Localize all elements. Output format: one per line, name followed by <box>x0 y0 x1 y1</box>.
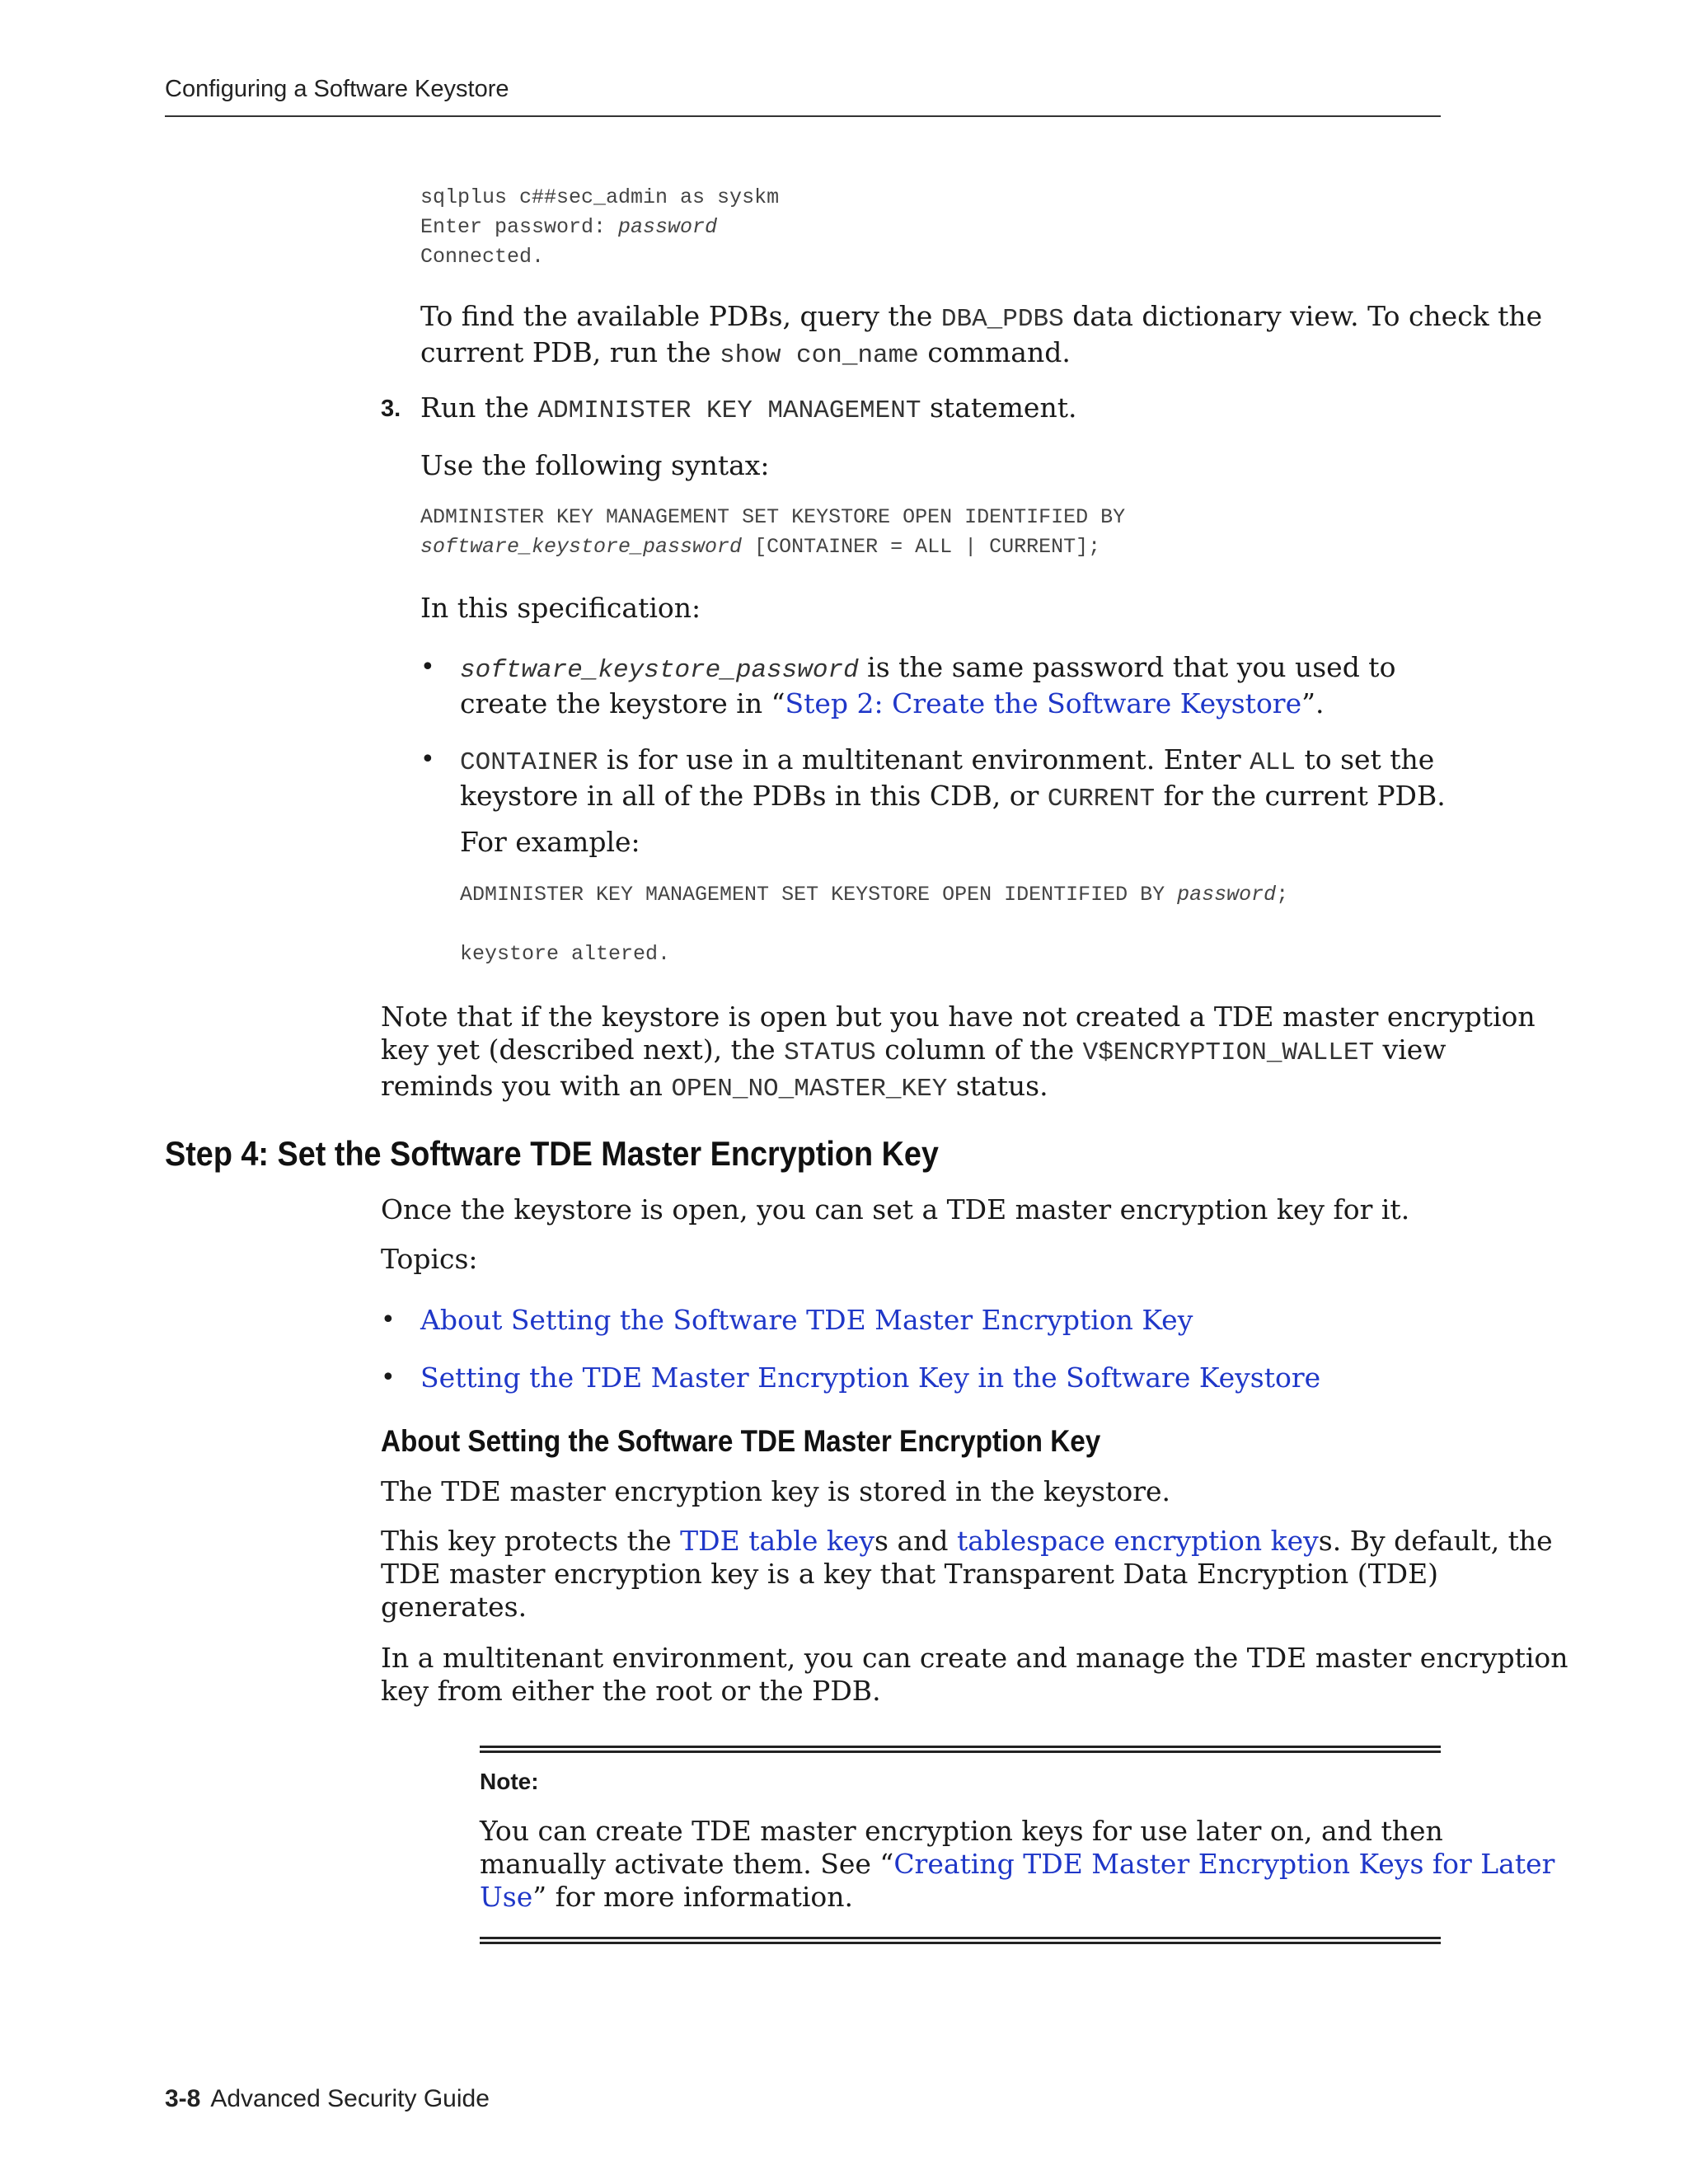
page-footer <box>165 2085 490 2113</box>
login-code-block <box>420 183 779 272</box>
example-intro: For example: <box>460 826 640 858</box>
book-title: Advanced Security Guide <box>210 2085 490 2112</box>
bullet-dot: • <box>420 653 435 682</box>
code-line: Connected. <box>420 245 545 269</box>
syntax-code-block <box>420 503 1125 562</box>
status-paragraph: Note that if the keystore is open but you have not created a TDE master encryption key yet (described next), the STATUS column of the V$ENCRYPTION_WALLET view reminds you with an OPEN_NO_MASTER_KEY status. <box>381 1001 1536 1104</box>
section-heading: Step 4: Set the Software TDE Master Encryption Key <box>165 1134 939 1173</box>
about-paragraph-3: In a multitenant environment, you can create and manage the TDE master encryption key from either the root or the PDB. <box>381 1642 1568 1707</box>
code-line <box>420 213 779 242</box>
code-line <box>420 532 1125 562</box>
code-line: ADMINISTER KEY MANAGEMENT SET KEYSTORE OPEN IDENTIFIED BY <box>420 505 1126 529</box>
inline-code: CONTAINER <box>460 748 598 777</box>
topic-link-setting[interactable]: Setting the TDE Master Encryption Key in the Software Keystore <box>420 1361 1321 1394</box>
spec-intro: In this specification: <box>420 592 701 624</box>
topic-link-about[interactable]: About Setting the Software TDE Master Encryption Key <box>420 1304 1193 1336</box>
link-tde-table-key[interactable]: TDE table key <box>680 1525 875 1557</box>
about-paragraph-1: The TDE master encryption key is stored in the keystore. <box>381 1475 1170 1507</box>
code-text: ; <box>1276 883 1289 907</box>
inline-code: ALL <box>1250 748 1296 777</box>
example-code-block <box>460 880 1288 969</box>
subsection-heading: About Setting the Software TDE Master Encryption Key <box>381 1424 1101 1458</box>
link-creating-tde-keys[interactable]: Creating TDE Master Encryption Keys for Later <box>893 1848 1555 1880</box>
inline-code: DBA_PDBS <box>940 305 1064 334</box>
topics-label: Topics: <box>381 1243 478 1275</box>
page-number: 3-8 <box>165 2085 201 2112</box>
code-variable: software_keystore_password <box>420 535 743 559</box>
code-text: Enter password: <box>420 215 619 239</box>
code-variable: password <box>1177 883 1277 907</box>
inline-code: V$ENCRYPTION_WALLET <box>1082 1038 1375 1067</box>
bullet-dot: • <box>381 1305 396 1334</box>
code-text: [CONTAINER = ALL | CURRENT]; <box>742 535 1101 559</box>
about-paragraph-2: This key protects the TDE table keys and tablespace encryption keys. By default, the TDE master encryption key is a key that Transparent Data Encryption (TDE) generates. <box>381 1525 1553 1623</box>
syntax-intro: Use the following syntax: <box>420 449 770 481</box>
running-header: Configuring a Software Keystore <box>165 76 509 102</box>
code-line: sqlplus c##sec_admin as syskm <box>420 185 780 209</box>
note-bottom-rule <box>480 1937 1441 1944</box>
header-divider <box>165 115 1441 117</box>
link-tablespace-encryption-key[interactable]: tablespace encryption key <box>957 1525 1319 1557</box>
link-creating-tde-keys-cont[interactable]: Use <box>480 1881 533 1913</box>
step-3-text: Run the ADMINISTER KEY MANAGEMENT statement. <box>420 391 1077 425</box>
note-label: Note: <box>480 1769 539 1794</box>
inline-code: OPEN_NO_MASTER_KEY <box>671 1075 948 1104</box>
note-top-rule <box>480 1746 1441 1753</box>
bullet-password: software_keystore_password is the same password that you used to create the keystore in “Step 2: Create the Software Keystore”. <box>460 651 1396 719</box>
bullet-dot: • <box>420 745 435 774</box>
inline-code: ADMINISTER KEY MANAGEMENT <box>537 396 921 425</box>
step4-intro: Once the keystore is open, you can set a TDE master encryption key for it. <box>381 1193 1410 1226</box>
inline-code: software_keystore_password <box>460 656 859 685</box>
pdb-paragraph: To find the available PDBs, query the DBA_PDBS data dictionary view. To check the current PDB, run the show con_name command. <box>420 300 1543 370</box>
inline-code: STATUS <box>784 1038 876 1067</box>
code-line: keystore altered. <box>460 942 671 966</box>
inline-code: CURRENT <box>1047 785 1156 813</box>
link-step2[interactable]: Step 2: Create the Software Keystore <box>785 687 1302 719</box>
bullet-dot: • <box>381 1363 396 1392</box>
code-line <box>460 880 1288 910</box>
code-text: ADMINISTER KEY MANAGEMENT SET KEYSTORE OPEN IDENTIFIED BY <box>460 883 1178 907</box>
bullet-container: CONTAINER is for use in a multitenant environment. Enter ALL to set the keystore in all of the PDBs in this CDB, or CURRENT for the current PDB. <box>460 743 1446 813</box>
note-text: You can create TDE master encryption keys for use later on, and then manually activate them. See “Creating TDE Master Encryption Keys for Later Use” for more information. <box>480 1815 1555 1913</box>
code-variable: password <box>618 215 718 239</box>
inline-code: show con_name <box>720 341 919 370</box>
step-number: 3. <box>381 396 401 422</box>
